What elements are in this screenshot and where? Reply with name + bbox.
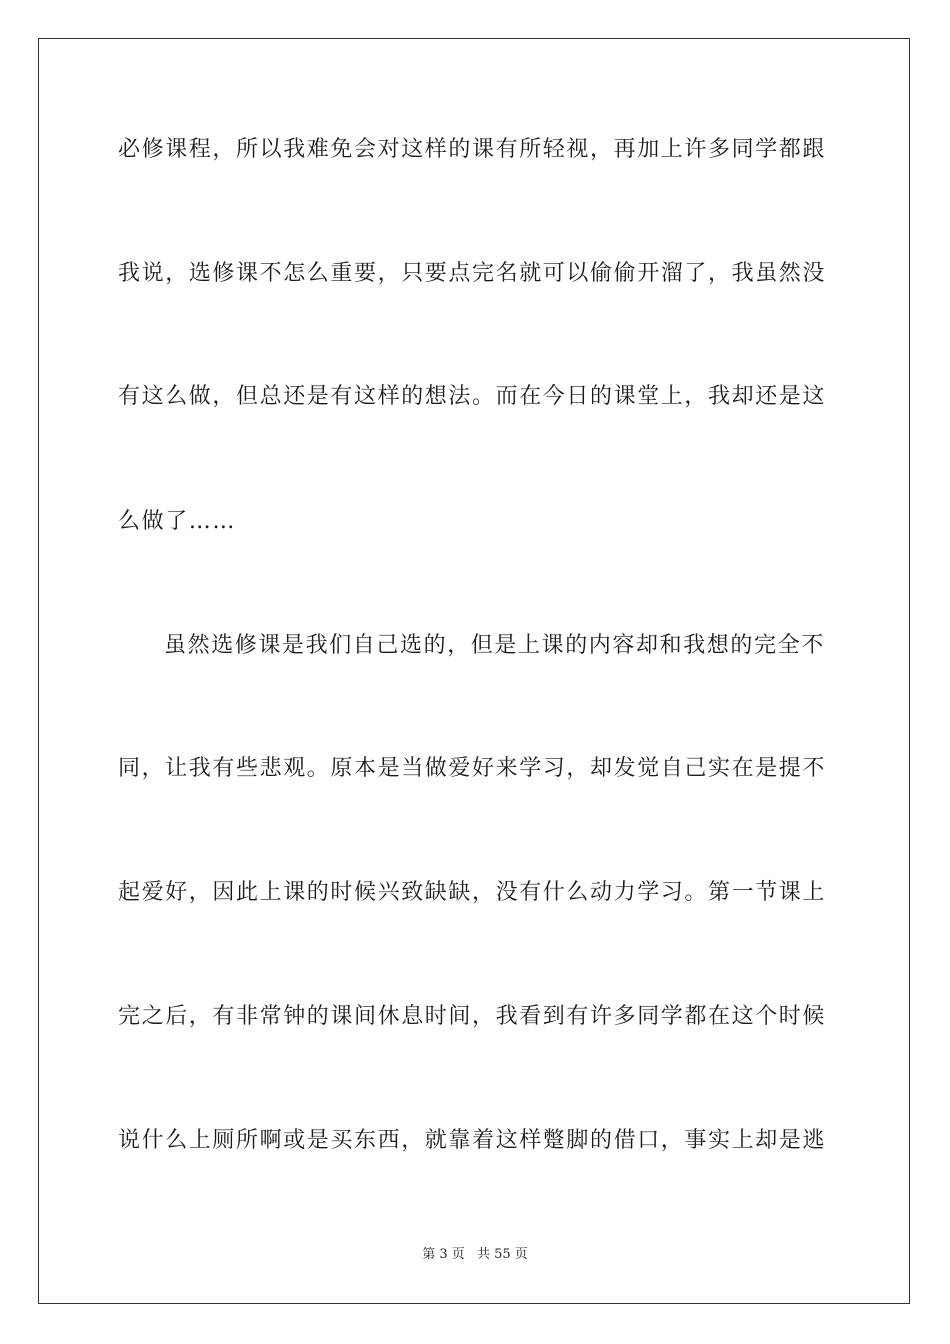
page-frame: [38, 38, 910, 1304]
text-line-8: 完之后，有非常钟的课间休息时间，我看到有许多同学都在这个时候: [118, 1004, 827, 1029]
text-line-4: 么做了……: [118, 509, 237, 534]
text-line-6: 同，让我有些悲观。原本是当做爱好来学习，却发觉自己实在是提不: [118, 756, 827, 781]
text-line-5: 虽然选修课是我们自己选的，但是上课的内容却和我想的完全不: [164, 633, 825, 658]
text-line-7: 起爱好，因此上课的时候兴致缺缺，没有什么动力学习。第一节课上: [118, 880, 827, 905]
page-number: 第 3 页: [422, 1247, 465, 1262]
text-line-1: 必修课程，所以我难免会对这样的课有所轻视，再加上许多同学都跟: [118, 137, 827, 162]
text-line-3: 有这么做，但总还是有这样的想法。而在今日的课堂上，我却还是这: [118, 384, 827, 409]
text-line-2: 我说，选修课不怎么重要，只要点完名就可以偷偷开溜了，我虽然没: [118, 261, 827, 286]
page-footer: [0, 1246, 950, 1264]
page-total: 共 55 页: [476, 1247, 528, 1262]
text-line-9: 说什么上厕所啊或是买东西，就靠着这样蹩脚的借口，事实上却是逃: [118, 1128, 827, 1153]
